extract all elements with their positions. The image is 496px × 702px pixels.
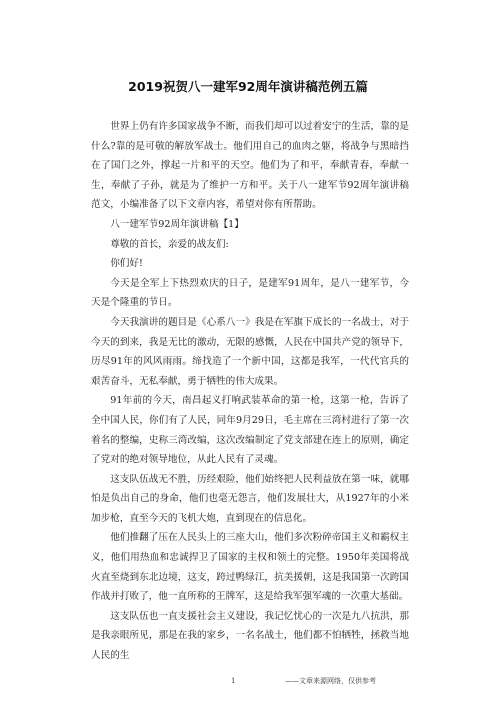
body-paragraph: 91年前的今天，南昌起义打响武装革命的第一枪，这第一枪，告诉了全中国人民，你们有了人民，同年9月29日，毛主席在三湾村进行了第一次着名的整编，史称三湾改编，这次改编制定了党支部建在连上的原则，确定了党对的绝对领导地位，从此人民有了灵魂。	[91, 395, 409, 466]
body-paragraph: 他们推翻了压在人民头上的三座大山，他们多次粉碎帝国主义和霸权主义，他们用热血和忠诚捍卫了国家的主权和领土的完整。1950年美国将战火直至烧到东北边境，这支，跨过鸭绿江，抗美援朝，这是我国第一次跨国作战并打败了，他一直所称的王牌军，这是给我军强军魂的一次重大基础。	[91, 532, 409, 603]
greeting: 你们好!	[110, 258, 143, 270]
body-paragraph: 今天是全军上下热烈欢庆的日子，是建军91周年，是八一建军节，今天是个隆重的节日。	[91, 277, 409, 309]
page-number: 1	[231, 677, 236, 685]
footer-source-note: ——文章来源网络，仅供参考	[285, 677, 376, 685]
document-title: 2019祝贺八一建军92周年演讲稿范例五篇	[128, 79, 368, 94]
body-paragraph: 世界上仍有许多国家战争不断，而我们却可以过着安宁的生活，靠的是什么?靠的是可敬的解放军战士。他们用自己的血肉之躯，将战争与黑暗挡在了国门之外，撑起一片和平的天空。他们为了和平，奉献青春，奉献一生，奉献了子孙，就是为了维护一方和平。关于八一建军节92周年演讲稿范文，小编准备了以下文章内容，希望对你有所帮助。	[91, 121, 409, 211]
body-paragraph: 这支队伍战无不胜，历经艰险，他们始终把人民利益放在第一味，就哪怕是负出自己的身命，他们也毫无怨言，他们发展壮大，从1927年的小米加步枪，直至今天的飞机大炮，直到现在的信息化。	[91, 473, 409, 524]
body-paragraph: 这支队伍也一直支援社会主义建设，我记忆忧心的一次是九八抗洪，那是我亲眼所见，那是在我的家乡，一名名战士，他们都不怕牺牲，拯救当地人民的生	[91, 610, 409, 662]
salutation: 尊敬的首长，亲爱的战友们:	[110, 238, 229, 250]
document-body	[91, 117, 409, 666]
section-heading: 八一建军节92周年演讲稿【1】	[110, 218, 244, 230]
body-paragraph: 今天我演讲的题目是《心系八一》我是在军旗下成长的一名战士，对于今天的到来，我是无比的激动，无限的感慨，人民在中国共产党的领导下，历尽91年的风风雨雨。缔找造了一个新中国，这都是我军，一代代官兵的艰苦奋斗，无私奉献，勇于牺牲的伟大成果。	[91, 316, 409, 387]
